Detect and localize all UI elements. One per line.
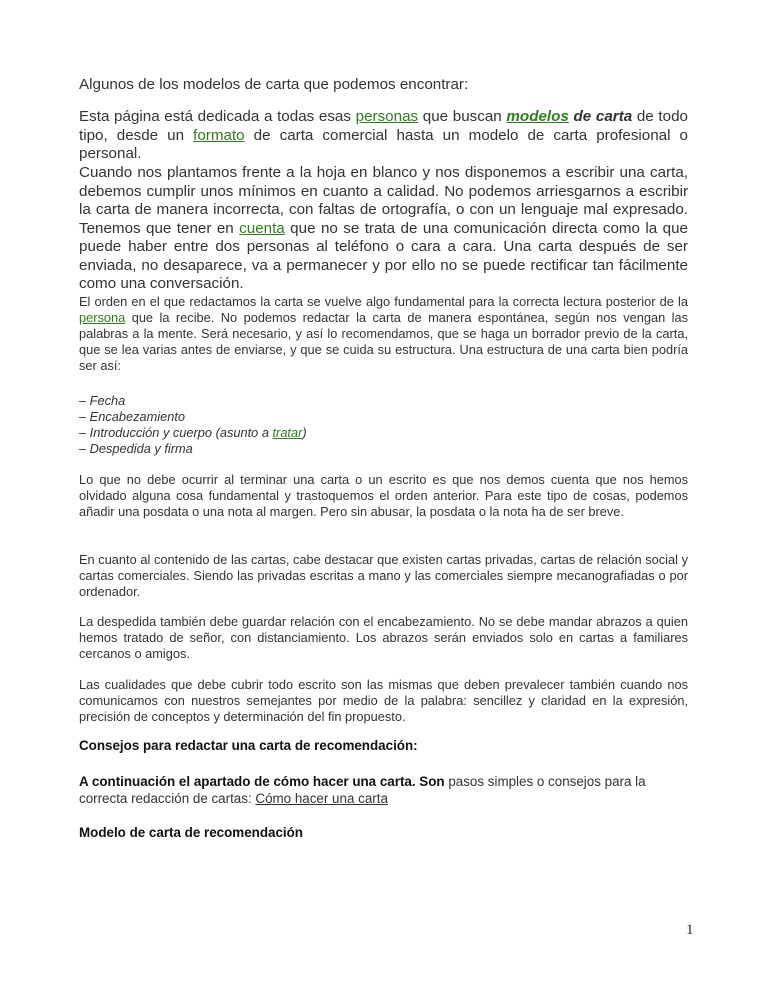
link-modelos[interactable]: modelos xyxy=(506,108,569,125)
text: Esta página está dedicada a todas esas xyxy=(79,108,356,125)
text: que la recibe. No podemos redactar la carta de manera espontánea, según nos vengan las palabras a la mente. Será necesario, y así lo recomendamos, que se haga un borrador previo de la carta, que se lea varias antes de enviarse, y que se cuida su estructura. Una estructura de una carta bien podría ser así: xyxy=(79,310,688,373)
link-persona[interactable]: persona xyxy=(79,310,126,325)
paragraph-despedida: La despedida también debe guardar relación con el encabezamiento. No se debe mandar abrazos a quien hemos tratado de señor, con distanciamiento. Los abrazos serán enviados solo en cartas a familiares cercanos o amigos. xyxy=(79,614,688,661)
list-item-despedida: – Despedida y firma xyxy=(79,441,193,456)
text: ) xyxy=(302,425,307,440)
link-personas[interactable]: personas xyxy=(355,108,419,125)
list-item-encabezamiento: – Encabezamiento xyxy=(79,409,185,424)
paragraph-intro xyxy=(79,108,688,164)
paragraph-hoja-en-blanco xyxy=(79,164,688,294)
text: El orden en el que redactamos la carta se vuelve algo fundamental para la correcta lectura posterior de la xyxy=(79,294,688,309)
list-item-fecha: – Fecha xyxy=(79,393,126,408)
heading-modelo: Modelo de carta de recomendación xyxy=(79,825,303,840)
structure-list xyxy=(79,393,307,457)
link-formato[interactable]: formato xyxy=(193,126,245,144)
heading-consejos: Consejos para redactar una carta de recomendación: xyxy=(79,738,418,753)
paragraph-cualidades: Las cualidades que debe cubrir todo escrito son las mismas que deben prevalecer también cuando nos comunicamos con nuestros semejantes por medio de la palabra: sencillez y claridad en la expresión, precisión de conceptos y determinación del fin propuesto. xyxy=(79,677,688,724)
link-cuenta[interactable]: cuenta xyxy=(239,219,285,237)
text: Cuando nos plantamos frente a la hoja en blanco y nos disponemos a escribir una carta, debemos cumplir unos mínimos en cuanto a calidad. No podemos arriesgarnos a escribir la carta de manera incorrecta, con faltas de ortografía, o con un lenguaje mal expresado. Tenemos que tener en xyxy=(79,164,688,237)
link-tratar[interactable]: tratar xyxy=(272,425,303,440)
intro-line: Algunos de los modelos de carta que podemos encontrar: xyxy=(79,76,469,93)
emphasis-de-carta: de carta xyxy=(568,108,633,125)
bold-text: A continuación el apartado de cómo hacer una carta. Son xyxy=(79,774,445,789)
text: pasos simples o consejos para la correcta redacción de cartas: xyxy=(79,774,646,806)
paragraph-orden xyxy=(79,294,688,374)
page-number: 1 xyxy=(686,922,694,938)
text: que buscan xyxy=(418,108,507,125)
link-como-hacer-una-carta[interactable]: Cómo hacer una carta xyxy=(255,791,388,806)
text: – Introducción y cuerpo (asunto a xyxy=(79,425,273,440)
list-item-introduccion xyxy=(79,425,307,441)
text: que no se trata de una comunicación directa como la que puede haber entre dos personas al teléfono o cara a cara. Una carta después de ser enviada, no desaparece, va a permanecer y por ello no se puede rectificar tan fácilmente como una conversación. xyxy=(79,219,688,292)
text: de todo tipo, desde un xyxy=(79,108,688,144)
paragraph-como-hacer xyxy=(79,773,688,807)
paragraph-posdata: Lo que no debe ocurrir al terminar una carta o un escrito es que nos demos cuenta que nos hemos olvidado alguna cosa fundamental y trastoquemos el orden anterior. Para este tipo de cosas, podemos añadir una posdata o una nota al margen. Pero sin abusar, la posdata o la nota ha de ser breve. xyxy=(79,472,688,519)
text: de carta comercial hasta un modelo de carta profesional o personal. xyxy=(79,126,688,162)
paragraph-contenido: En cuanto al contenido de las cartas, cabe destacar que existen cartas privadas, cartas de relación social y cartas comerciales. Siendo las privadas escritas a mano y las comerciales siempre mecanografiadas o por ordenador. xyxy=(79,552,688,599)
